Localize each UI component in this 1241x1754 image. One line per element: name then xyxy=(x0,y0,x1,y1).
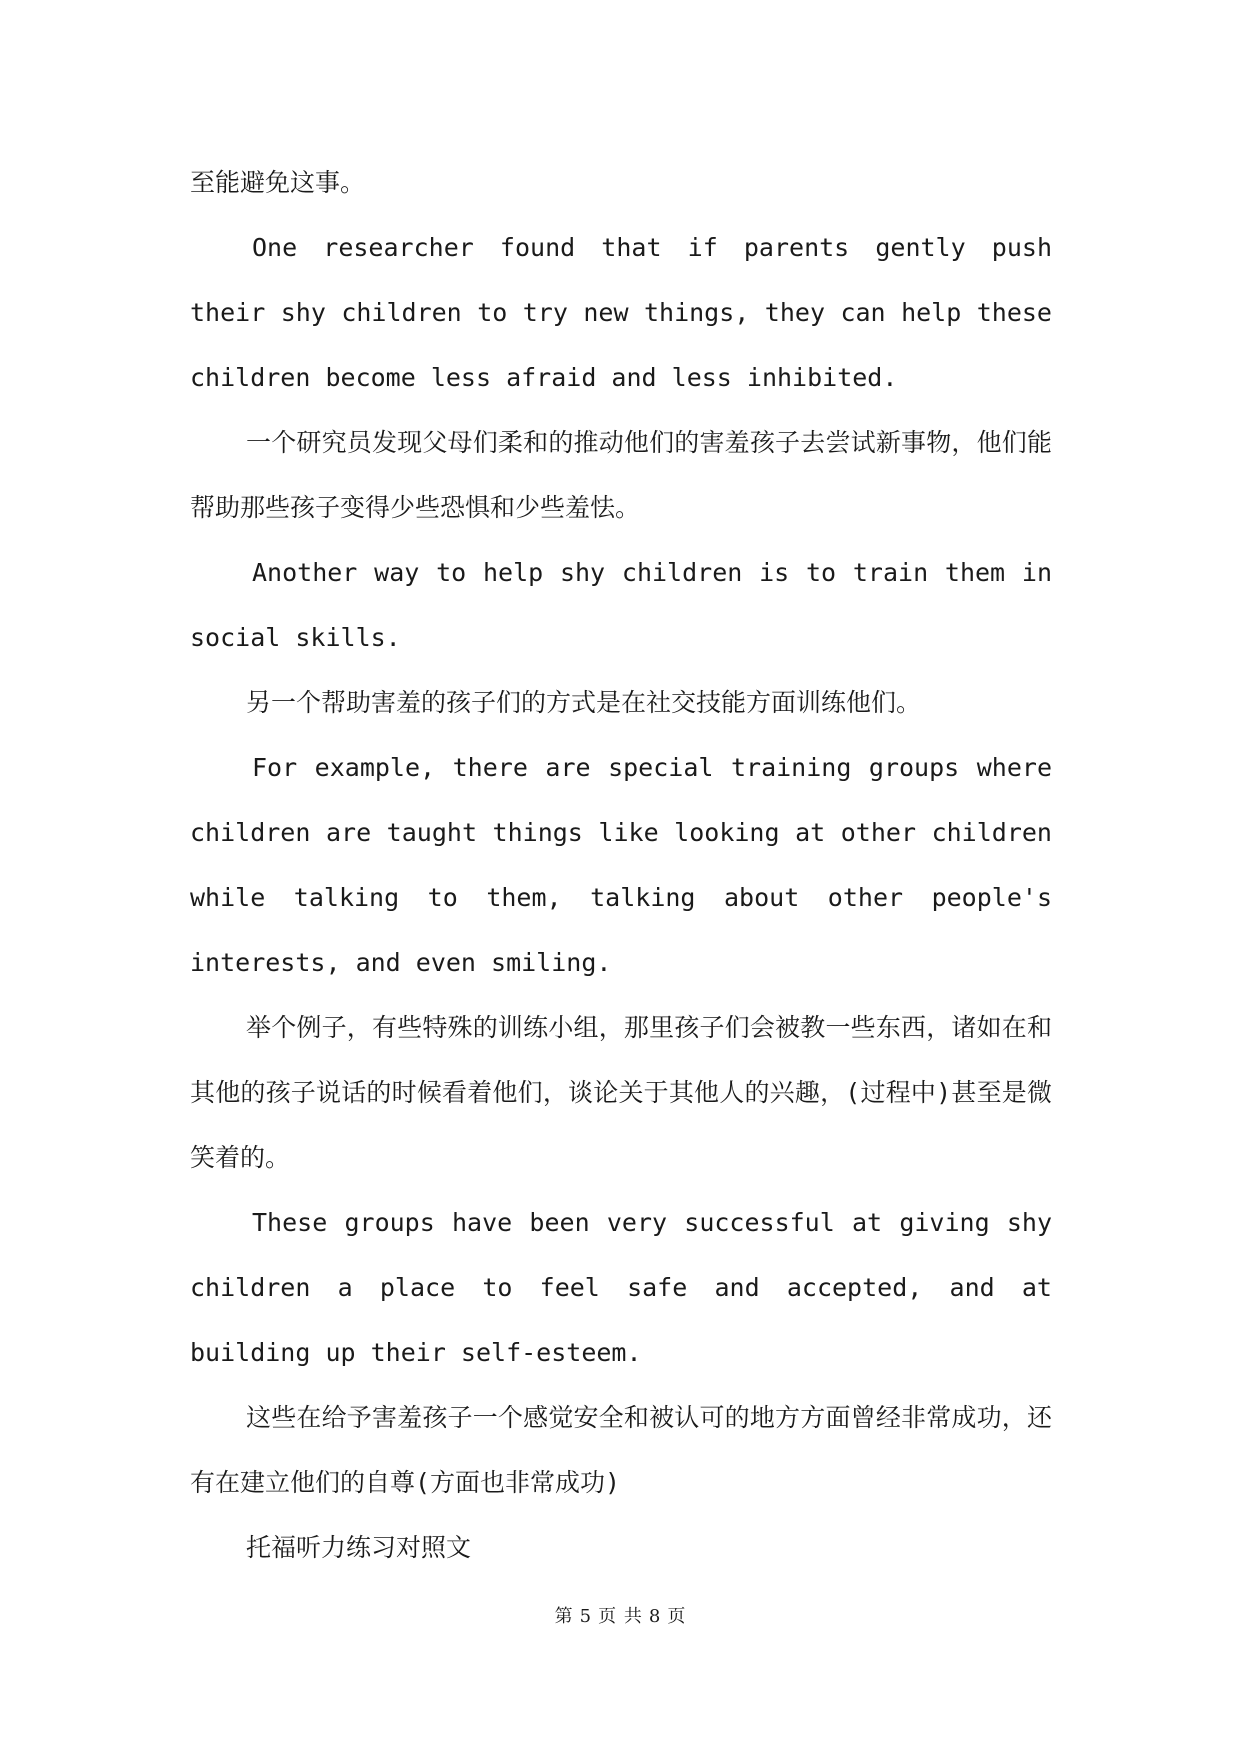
paragraph-english-3: For example, there are special training groups where children are taught things like looking at other children while talking to them, talking about other people's interests, and even smiling. xyxy=(190,753,1052,977)
paragraph-continuation: 至能避免这事。 xyxy=(190,168,366,197)
footer-total-pages: 8 xyxy=(648,1606,662,1627)
paragraph-chinese-1: 一个研究员发现父母们柔和的推动他们的害羞孩子去尝试新事物，他们能帮助那些孩子变得少些恐惧和少些羞怯。 xyxy=(190,428,1052,522)
page-footer xyxy=(0,1602,1241,1628)
section-heading: 托福听力练习对照文 xyxy=(246,1533,472,1562)
paragraph-english-4: These groups have been very successful at giving shy children a place to feel safe and accepted, and at building up their self-esteem. xyxy=(190,1208,1052,1367)
footer-prefix: 第 xyxy=(554,1606,574,1627)
footer-current-page: 5 xyxy=(579,1606,593,1627)
footer-suffix: 页 xyxy=(667,1606,687,1627)
paragraph-chinese-2: 另一个帮助害羞的孩子们的方式是在社交技能方面训练他们。 xyxy=(246,688,922,717)
document-page xyxy=(190,150,1052,1580)
paragraph-english-1: One researcher found that if parents gently push their shy children to try new things, they can help these children become less afraid and less inhibited. xyxy=(190,233,1052,392)
paragraph-english-2: Another way to help shy children is to train them in social skills. xyxy=(190,558,1052,652)
paragraph-chinese-3: 举个例子，有些特殊的训练小组，那里孩子们会被教一些东西，诸如在和其他的孩子说话的时候看着他们，谈论关于其他人的兴趣，(过程中)甚至是微笑着的。 xyxy=(190,1013,1052,1172)
paragraph-chinese-4: 这些在给予害羞孩子一个感觉安全和被认可的地方方面曾经非常成功，还有在建立他们的自尊(方面也非常成功) xyxy=(190,1403,1052,1497)
footer-middle: 页 共 xyxy=(598,1606,643,1627)
